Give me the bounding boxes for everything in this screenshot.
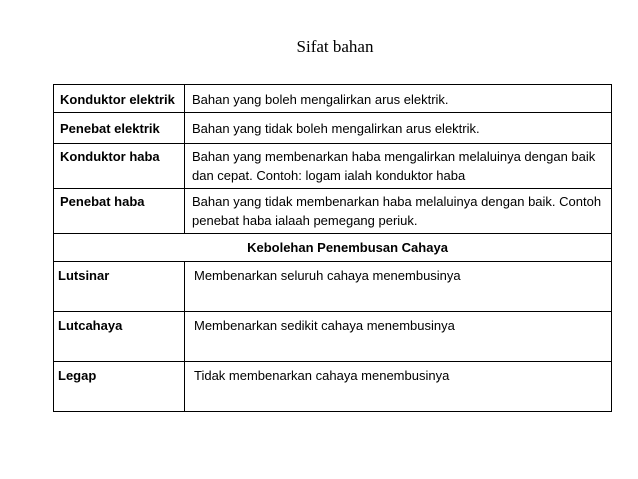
- table-row: [54, 362, 612, 412]
- table-row: [54, 113, 612, 144]
- row-description: Tidak membenarkan cahaya menembusinya: [185, 362, 612, 412]
- row-description: Bahan yang tidak membenarkan haba melaluinya dengan baik. Contoh penebat haba ialaah pemegang periuk.: [185, 189, 612, 234]
- table-row: [54, 85, 612, 113]
- section-header: [54, 234, 612, 262]
- table-row: [54, 144, 612, 189]
- row-label: Konduktor haba: [54, 144, 185, 189]
- table-row: [54, 262, 612, 312]
- row-label: Penebat haba: [54, 189, 185, 234]
- row-description: Bahan yang membenarkan haba mengalirkan melaluinya dengan baik dan cepat. Contoh: logam ialah konduktor haba: [185, 144, 612, 189]
- row-description: Bahan yang tidak boleh mengalirkan arus elektrik.: [185, 113, 612, 144]
- row-label: Lutsinar: [54, 262, 185, 312]
- table-row: [54, 312, 612, 362]
- row-label: Legap: [54, 362, 185, 412]
- table-row: [54, 189, 612, 234]
- row-description: Membenarkan seluruh cahaya menembusinya: [185, 262, 612, 312]
- properties-table: [53, 84, 612, 412]
- row-label: Konduktor elektrik: [54, 85, 185, 113]
- section-header-row: [54, 234, 612, 262]
- row-label: Penebat elektrik: [54, 113, 185, 144]
- page-title: Sifat bahan: [296, 37, 374, 56]
- row-description: Bahan yang boleh mengalirkan arus elektrik.: [185, 85, 612, 113]
- row-description: Membenarkan sedikit cahaya menembusinya: [185, 312, 612, 362]
- row-label: Lutcahaya: [54, 312, 185, 362]
- section-header-text: Kebolehan Penembusan Cahaya: [247, 240, 448, 255]
